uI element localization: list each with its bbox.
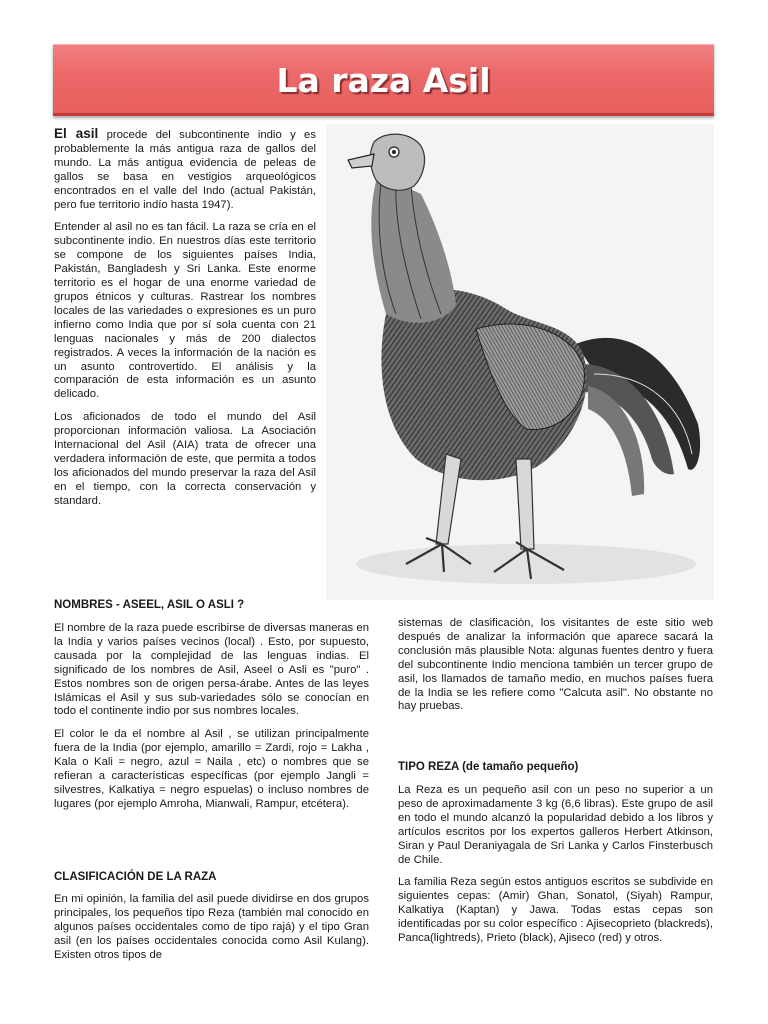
rooster-illustration <box>326 124 714 600</box>
section-class-heading: CLASIFICACIÓN DE LA RAZA <box>54 871 217 883</box>
section-names-heading: NOMBRES - ASEEL, ASIL O ASLI ? <box>54 599 245 611</box>
section-names-text <box>54 622 369 821</box>
intro-text <box>54 127 316 518</box>
intro-paragraph-1 <box>54 127 316 212</box>
section-class-text <box>54 893 369 972</box>
tipo-reza-text <box>398 784 713 955</box>
reza-paragraph-1: La Reza es un pequeño asil con un peso no superior a un peso de aproximadamente 3 kg (6,6 libras). Este grupo de asil en todo el mundo alcanzó la popularidad debido a los libros y artículos escritos por los expertos galleros Herbert Atkinson, Siran y Paul Deraniyagala de Sri Lanka y Carlos Finsterbusch de Chile. <box>398 784 713 866</box>
intro-paragraph-2: Entender al asil no es tan fácil. La raza se cría en el subcontinente indio. En nuestros días este territorio se compone de los siguientes países India, Pakistán, Bangladesh y Sri Lanka. Este enorme territorio es el hogar de una enorme variedad de grupos étnicos y culturas. Rastrear los nombres locales de las variedades o expresiones es un puro infierno como India que por sí sola cuenta con 21 lenguas nacionales y más de 200 dialectos registrados. A veces la información de la nación es un asunto controvertido. El análisis y la comparación de esta información es un asunto delicado. <box>54 221 316 401</box>
page-title: La raza Asil <box>276 61 491 100</box>
intro-lead: El asil <box>54 126 99 141</box>
tipo-reza-heading: TIPO REZA (de tamaño pequeño) <box>398 761 579 773</box>
intro-paragraph-3: Los aficionados de todo el mundo del Asil proporcionan información valiosa. La Asociación Internacional del Asil (AIA) trata de ofrecer una verdadera información de este, que permita a todos los aficionados del mundo preservar la raza del Asil en el tiempo, con la correcta conservación y standard. <box>54 411 316 507</box>
title-banner <box>53 44 714 116</box>
right-column-text <box>398 617 713 723</box>
intro-p1-text: procede del subcontinente indio y es probablemente la más antigua raza de gallos del mundo. La más antigua evidencia de peleas de gallos se basa en vestigios arqueológicos encontrados en el valle del Indo (actual Pakistán, pero fue territorio indío hasta 1947). <box>54 129 316 211</box>
names-paragraph-2: El color le da el nombre al Asil , se utilizan principalmente fuera de la India (por ejemplo, amarillo = Zardi, rojo = Lakha , Kala o Kali = negro, azul = Naila , etc) o nombres que se refieran a características específicas (por ejemplo Jangli = silvestres, Kalkatiya = negro espuelas) o incluso nombres de lugares (por ejemplo Amroha, Mianwali, Rampur, etcétera). <box>54 728 369 810</box>
names-paragraph-1: El nombre de la raza puede escribirse de diversas maneras en la India y varios países vecinos (local) . Esto, por supuesto, causada por la complejidad de las lenguas indias. El significado de los nombres de Asil, Aseel o Asli es "puro" . Estos nombres son de origen persa-árabe. Antes de las leyes Islámicas el Asil y sus sub-variedades sólo se conocían en todo el continente indio por sus nombres locales. <box>54 622 369 718</box>
class-paragraph-1: En mi opinión, la familia del asil puede dividirse en dos grupos principales, los pequeños tipo Reza (también mal conocido en algunos países occidentales como de tipo rajá) y el tipo Gran asil (en los países occidentales conocida como Asil Kulang). Existen otros tipos de <box>54 893 369 961</box>
right-paragraph-1: sistemas de clasificaciòn, los visitantes de este sitio web después de analizar la información que aparece sacará la conclusión más plausible Nota: algunas fuentes dentro y fuera del subcontinente Indio menciona también un tercer grupo de asil, los llamados de tamaño medio, en muchos países fuera de la India se les refiere como "Calcuta asil". No obstante no hay pruebas. <box>398 617 713 713</box>
reza-paragraph-2: La familia Reza según estos antiguos escritos se subdivide en siguientes cepas: (Amir) Ghan, Sonatol, (Siyah) Rampur, Kalkatiya (Kaptan) y Jawa. Todas estas cepas son identificadas por su color específico : Ajisecoprieto (blackreds), Panca(lightreds), Prieto (black), Ajiseco (red) y otros. <box>398 876 713 945</box>
